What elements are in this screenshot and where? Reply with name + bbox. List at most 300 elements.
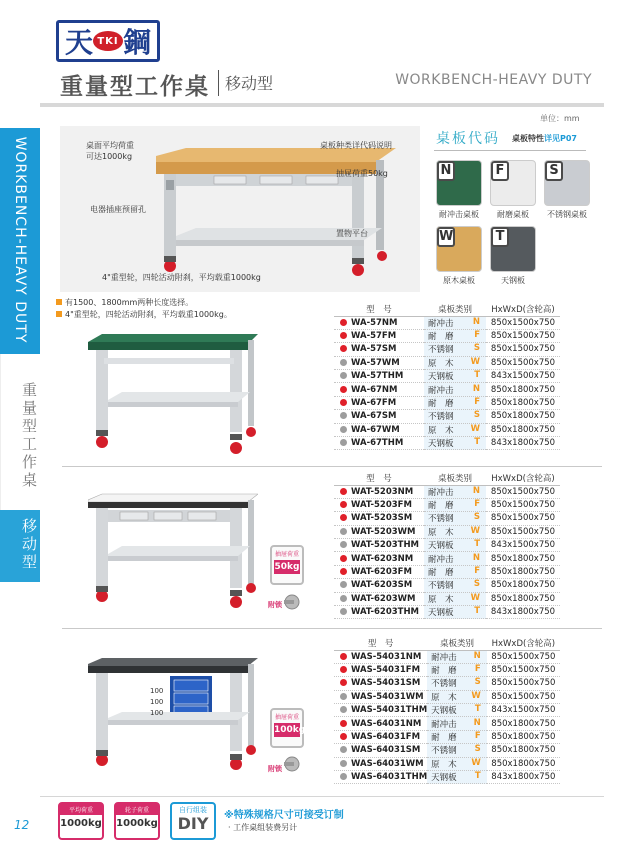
board-code: T — [474, 370, 480, 381]
table-row — [334, 383, 560, 396]
board-code: W — [471, 757, 481, 768]
stock-dot-red-icon — [340, 386, 347, 393]
board-code-letter: N — [437, 161, 455, 181]
board-code: N — [473, 650, 481, 661]
spec-table-wat — [334, 472, 560, 619]
stock-dot-red-icon — [340, 679, 347, 686]
board-type: 耐冲击 — [428, 487, 454, 498]
custom-size-note: ※特殊规格尺寸可接受订制 — [224, 810, 344, 821]
board-type-cell — [424, 512, 486, 525]
stock-dot-gray-icon — [340, 541, 347, 548]
board-swatch-s — [544, 160, 590, 206]
model-code: WA-57WM — [351, 357, 400, 368]
board-swatch-n — [436, 160, 482, 206]
stock-dot-gray-icon — [340, 412, 347, 419]
assembly-fee-note: · 工作桌组装费另计 — [228, 823, 298, 832]
size-cell: 850x1800x750 — [486, 383, 560, 396]
board-code: S — [473, 512, 480, 523]
board-code: W — [470, 356, 480, 367]
model-cell — [334, 498, 424, 511]
model-cell — [334, 730, 427, 743]
board-type: 不锈钢 — [431, 746, 457, 757]
size-cell: 850x1500x750 — [486, 343, 560, 356]
sidebar-vertical-en: WORKBENCH-HEAVY DUTY — [12, 136, 28, 344]
workbench-wat-image — [88, 492, 258, 614]
table-row — [334, 423, 560, 436]
board-code: F — [474, 731, 481, 742]
size-cell: 850x1800x750 — [486, 410, 560, 423]
table-row — [334, 744, 560, 757]
size-cell: 843x1800x750 — [487, 771, 560, 784]
board-type-cell — [427, 663, 487, 676]
model-code: WAT-6203SM — [351, 580, 413, 591]
model-code: WAS-54031SM — [351, 678, 421, 689]
board-type-cell — [427, 771, 487, 784]
sidebar-vertical-cn: 重量型工作桌 — [20, 382, 38, 490]
model-code: WAS-64031SM — [351, 745, 421, 756]
model-cell — [334, 717, 427, 730]
table-row — [334, 512, 560, 525]
board-type: 原 木 — [431, 692, 457, 703]
bullet-icon — [56, 311, 62, 317]
board-type: 耐 磨 — [428, 399, 454, 410]
model-cell — [334, 383, 424, 396]
size-cell: 850x1500x750 — [487, 690, 560, 703]
workbench-was-image — [88, 656, 258, 776]
board-code: S — [473, 343, 480, 354]
spec-table-was — [334, 637, 560, 784]
board-swatch-caption: 天钢板 — [501, 276, 525, 285]
board-type-cell — [427, 704, 487, 717]
table-row — [334, 592, 560, 605]
stock-dot-gray-icon — [340, 528, 347, 535]
table-row — [334, 370, 560, 383]
board-type-cell — [424, 356, 486, 369]
size-cell: 850x1800x750 — [486, 579, 560, 592]
model-code: WAS-64031FM — [351, 732, 421, 743]
table-row — [334, 606, 560, 619]
table-row — [334, 356, 560, 369]
model-code: WA-67FM — [351, 398, 397, 409]
board-code-ref-link[interactable]: 详见P07 — [544, 134, 577, 143]
bullet-icon — [56, 299, 62, 305]
board-type-cell — [424, 579, 486, 592]
hero-illustration — [60, 126, 420, 292]
model-code: WAT-6203FM — [351, 567, 412, 578]
lock-label: 附锁 — [268, 601, 282, 609]
model-cell — [334, 512, 424, 525]
size-cell: 850x1500x750 — [487, 677, 560, 690]
board-type-cell — [424, 565, 486, 578]
diy-badge: 自行组装 DIY — [170, 802, 216, 840]
title-separator — [218, 70, 219, 96]
model-cell — [334, 343, 424, 356]
size-cell: 850x1800x750 — [486, 396, 560, 409]
model-cell — [334, 744, 427, 757]
board-type-cell — [424, 525, 486, 538]
stock-dot-red-icon — [340, 666, 347, 673]
board-code: F — [474, 330, 480, 341]
model-cell — [334, 606, 424, 619]
callout-drawer-load: 抽屉荷重50kg — [336, 169, 388, 178]
board-code-divider — [434, 150, 586, 151]
note-length: 有1500、1800mm两种长度选择。 — [56, 297, 193, 308]
stock-dot-gray-icon — [340, 746, 347, 753]
board-type: 天钢板 — [431, 706, 457, 717]
table-row — [334, 650, 560, 663]
stock-dot-red-icon — [340, 555, 347, 562]
size-cell: 843x1500x750 — [487, 704, 560, 717]
board-type: 天钢板 — [428, 372, 454, 383]
callout-board-code: 桌板种类详代码说明 — [320, 141, 392, 150]
board-type: 不锈钢 — [428, 412, 454, 423]
model-cell — [334, 410, 424, 423]
table-row — [334, 579, 560, 592]
model-code: WAS-54031WM — [351, 691, 424, 702]
model-code: WA-67SM — [351, 411, 397, 422]
model-code: WAS-54031FM — [351, 665, 421, 676]
sidebar-active-label: 移动型 — [20, 518, 38, 572]
board-code: F — [474, 664, 481, 675]
board-code: T — [474, 771, 481, 782]
board-type-cell — [427, 717, 487, 730]
table-row — [334, 410, 560, 423]
board-type: 耐 磨 — [428, 332, 454, 343]
drawer-load-tag-3: 抽屉荷重 100kg — [270, 708, 304, 748]
model-cell — [334, 396, 424, 409]
size-cell: 850x1800x750 — [486, 565, 560, 578]
table-row — [334, 329, 560, 342]
board-code-letter: S — [545, 161, 563, 181]
model-code: WAT-5203FM — [351, 500, 412, 511]
model-cell — [334, 485, 424, 498]
table-row — [334, 717, 560, 730]
table-row — [334, 485, 560, 498]
board-type: 天钢板 — [428, 541, 454, 552]
model-code: WAT-6203THM — [351, 607, 420, 618]
logo-char-right: 鋼 — [122, 26, 151, 59]
stock-dot-gray-icon — [340, 439, 347, 446]
stock-dot-red-icon — [340, 653, 347, 660]
model-code: WAS-64031THM — [351, 772, 428, 783]
column-header-board: 桌板类别 — [424, 472, 486, 485]
size-cell: 843x1500x750 — [486, 539, 560, 552]
board-type-cell — [427, 690, 487, 703]
size-cell: 850x1500x750 — [486, 512, 560, 525]
page-title: 重量型工作桌 — [60, 74, 210, 100]
board-code: W — [470, 423, 480, 434]
size-cell: 850x1800x750 — [487, 730, 560, 743]
model-cell — [334, 423, 424, 436]
model-cell — [334, 356, 424, 369]
stock-dot-red-icon — [340, 488, 347, 495]
board-type-cell — [424, 383, 486, 396]
column-header-size: HxWxD(含轮高) — [486, 472, 560, 485]
table-row — [334, 525, 560, 538]
model-cell — [334, 565, 424, 578]
model-code: WAS-64031NM — [351, 718, 422, 729]
unit-label: 单位：mm — [540, 114, 580, 123]
page-title-en: WORKBENCH-HEAVY DUTY — [395, 72, 592, 88]
model-code: WAT-5203WM — [351, 526, 416, 537]
board-type: 耐 磨 — [428, 501, 454, 512]
stock-dot-gray-icon — [340, 359, 347, 366]
model-code: WA-57SM — [351, 344, 397, 355]
board-type: 不锈钢 — [428, 514, 454, 525]
size-cell: 850x1800x750 — [487, 757, 560, 770]
stock-dot-red-icon — [340, 319, 347, 326]
board-swatch-t — [490, 226, 536, 272]
board-type-cell — [427, 650, 487, 663]
board-swatch-w — [436, 226, 482, 272]
board-type: 不锈钢 — [428, 345, 454, 356]
spec-table-wa — [334, 303, 560, 450]
stock-dot-gray-icon — [340, 773, 347, 780]
board-type: 原 木 — [428, 527, 454, 538]
table-row — [334, 730, 560, 743]
model-cell — [334, 663, 427, 676]
model-code: WAT-6203WM — [351, 593, 416, 604]
callout-socket: 电器插座预留孔 — [90, 205, 146, 214]
board-code-letter: F — [491, 161, 509, 181]
note-wheels: 4"重型轮，四轮活动附刹，平均载重1000kg。 — [56, 309, 232, 320]
drawer-load-value: 50kg — [274, 562, 300, 572]
size-cell: 843x1800x750 — [486, 437, 560, 450]
model-cell — [334, 650, 427, 663]
board-code: T — [474, 539, 480, 550]
table-row — [334, 437, 560, 450]
board-type: 天钢板 — [428, 439, 454, 450]
size-cell: 850x1500x750 — [486, 316, 560, 329]
board-swatch-f — [490, 160, 536, 206]
board-code: T — [474, 437, 480, 448]
board-type: 耐 磨 — [428, 568, 454, 579]
board-code: N — [472, 485, 480, 496]
logo-char-left: 天 — [65, 26, 94, 59]
stock-dot-gray-icon — [340, 372, 347, 379]
table-row — [334, 757, 560, 770]
board-type: 天钢板 — [428, 608, 454, 619]
board-type: 耐冲击 — [431, 719, 457, 730]
board-type-cell — [424, 329, 486, 342]
stock-dot-gray-icon — [340, 608, 347, 615]
model-cell — [334, 539, 424, 552]
board-code: S — [473, 410, 480, 421]
size-cell: 850x1500x750 — [486, 329, 560, 342]
model-cell — [334, 690, 427, 703]
board-swatch-caption: 不锈钢桌板 — [547, 210, 587, 219]
table-row — [334, 663, 560, 676]
model-code: WA-57THM — [351, 371, 404, 382]
table-row — [334, 396, 560, 409]
board-code-letter: W — [437, 227, 455, 247]
board-type-cell — [424, 485, 486, 498]
model-cell — [334, 771, 427, 784]
callout-wheels: 4"重型轮，四轮活动附刹，平均载重1000kg — [102, 273, 261, 282]
callout-top-load: 桌面平均荷重 可达1000kg — [86, 141, 134, 161]
model-cell — [334, 316, 424, 329]
section-divider — [62, 628, 602, 629]
table-row — [334, 552, 560, 565]
board-code: S — [474, 677, 481, 688]
stock-dot-red-icon — [340, 514, 347, 521]
board-type: 天钢板 — [431, 773, 457, 784]
drawer-load-tag: 抽屉荷重 50kg — [270, 545, 304, 585]
column-header-board: 桌板类别 — [427, 637, 487, 650]
size-cell: 850x1500x750 — [486, 525, 560, 538]
board-code: N — [473, 717, 481, 728]
drawer-load-value-3: 100kg — [274, 725, 306, 735]
model-code: WAS-54031THM — [351, 705, 428, 716]
size-cell: 850x1800x750 — [486, 552, 560, 565]
board-type-cell — [424, 316, 486, 329]
board-type-cell — [424, 343, 486, 356]
stock-dot-gray-icon — [340, 595, 347, 602]
stock-dot-red-icon — [340, 568, 347, 575]
model-cell — [334, 525, 424, 538]
board-swatch-caption: 耐冲击桌板 — [439, 210, 479, 219]
board-code: T — [474, 704, 481, 715]
cabinet-labels: 100 100 100 — [150, 687, 164, 717]
table-header-row — [334, 637, 560, 650]
board-type-cell — [424, 552, 486, 565]
model-code: WAS-54031NM — [351, 651, 422, 662]
stock-dot-gray-icon — [340, 581, 347, 588]
model-cell — [334, 757, 427, 770]
board-code: N — [472, 316, 480, 327]
model-code: WA-67THM — [351, 438, 404, 449]
board-code-title: 桌板代码 — [436, 131, 500, 147]
stock-dot-gray-icon — [340, 706, 347, 713]
stock-dot-red-icon — [340, 720, 347, 727]
column-header-size: HxWxD(含轮高) — [487, 637, 560, 650]
board-type-cell — [427, 677, 487, 690]
board-swatch-caption: 原木桌板 — [443, 276, 475, 285]
table-header-row — [334, 472, 560, 485]
lock-label: 附锁 — [268, 765, 282, 773]
board-code: W — [470, 592, 480, 603]
board-type: 原 木 — [431, 759, 457, 770]
model-cell — [334, 552, 424, 565]
footer-divider — [40, 796, 604, 797]
model-code: WA-67NM — [351, 384, 398, 395]
model-cell — [334, 704, 427, 717]
model-cell — [334, 677, 427, 690]
board-type: 不锈钢 — [431, 679, 457, 690]
board-type: 不锈钢 — [428, 581, 454, 592]
board-code: N — [472, 552, 480, 563]
page-subtitle: 移动型 — [225, 74, 274, 93]
board-type-cell — [424, 410, 486, 423]
size-cell: 850x1500x750 — [486, 485, 560, 498]
table-header-row — [334, 303, 560, 316]
column-header-model: 型 号 — [334, 637, 427, 650]
board-code: T — [474, 606, 480, 617]
board-type: 原 木 — [428, 425, 454, 436]
board-code-reference: 桌板特性详见P07 — [512, 134, 577, 143]
size-cell: 843x1800x750 — [486, 606, 560, 619]
table-row — [334, 343, 560, 356]
model-cell — [334, 370, 424, 383]
board-type: 耐冲击 — [428, 554, 454, 565]
workbench-wa-image — [88, 330, 258, 460]
board-code: F — [474, 499, 480, 510]
table-row — [334, 565, 560, 578]
table-row — [334, 677, 560, 690]
average-load-badge: 平均荷重 1000kg — [58, 802, 104, 840]
size-cell: 843x1500x750 — [486, 370, 560, 383]
size-cell: 850x1800x750 — [486, 423, 560, 436]
column-header-model: 型 号 — [334, 303, 424, 316]
board-code: W — [470, 525, 480, 536]
board-code: S — [473, 579, 480, 590]
wheel-load-badge: 轮子荷重 1000kg — [114, 802, 160, 840]
board-code: F — [474, 566, 480, 577]
board-type-cell — [424, 370, 486, 383]
size-cell: 850x1800x750 — [486, 592, 560, 605]
size-cell: 850x1500x750 — [486, 498, 560, 511]
board-type-cell — [424, 539, 486, 552]
board-type-cell — [424, 396, 486, 409]
stock-dot-gray-icon — [340, 760, 347, 767]
board-type-cell — [424, 437, 486, 450]
board-type-cell — [424, 498, 486, 511]
logo-badge: TKI — [93, 31, 123, 51]
model-code: WAT-5203SM — [351, 513, 413, 524]
model-code: WAT-6203NM — [351, 553, 414, 564]
model-code: WA-57NM — [351, 317, 398, 328]
table-row — [334, 316, 560, 329]
board-type-cell — [427, 744, 487, 757]
stock-dot-red-icon — [340, 332, 347, 339]
board-type: 耐冲击 — [428, 385, 454, 396]
board-type-cell — [424, 423, 486, 436]
model-cell — [334, 437, 424, 450]
size-cell: 850x1500x750 — [486, 356, 560, 369]
board-type: 原 木 — [428, 594, 454, 605]
stock-dot-gray-icon — [340, 426, 347, 433]
column-header-board: 桌板类别 — [424, 303, 486, 316]
page-number: 12 — [14, 818, 30, 832]
table-row — [334, 771, 560, 784]
model-cell — [334, 329, 424, 342]
section-divider — [62, 466, 602, 467]
board-type-cell — [427, 730, 487, 743]
board-type: 耐冲击 — [428, 318, 454, 329]
size-cell: 850x1800x750 — [487, 717, 560, 730]
size-cell: 850x1500x750 — [487, 650, 560, 663]
stock-dot-red-icon — [340, 399, 347, 406]
board-code: W — [471, 690, 481, 701]
board-code: S — [474, 744, 481, 755]
size-cell: 850x1500x750 — [487, 663, 560, 676]
board-type: 耐冲击 — [431, 652, 457, 663]
stock-dot-red-icon — [340, 345, 347, 352]
table-row — [334, 539, 560, 552]
model-code: WA-67WM — [351, 424, 400, 435]
board-type-cell — [424, 606, 486, 619]
model-code: WAT-5203NM — [351, 486, 414, 497]
column-header-model: 型 号 — [334, 472, 424, 485]
board-code: N — [472, 383, 480, 394]
board-type-cell — [424, 592, 486, 605]
table-row — [334, 498, 560, 511]
stock-dot-red-icon — [340, 733, 347, 740]
table-row — [334, 704, 560, 717]
model-code: WAS-64031WM — [351, 758, 424, 769]
stock-dot-gray-icon — [340, 693, 347, 700]
callout-shelf: 置物平台 — [336, 229, 368, 238]
